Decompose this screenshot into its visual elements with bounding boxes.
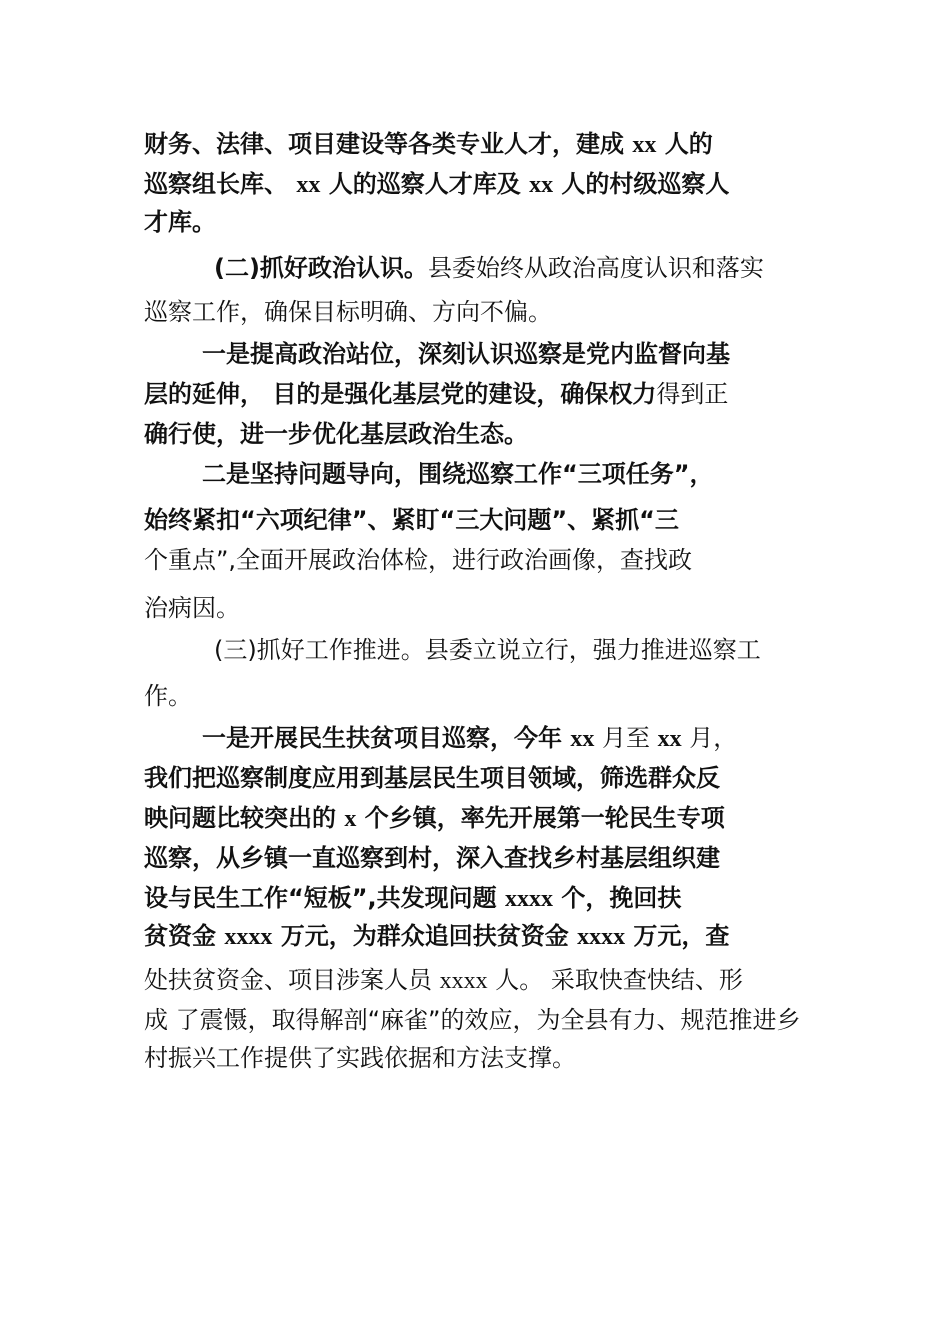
text-line: 巡察，从乡镇一直巡察到村，深入查找乡村基层组织建 <box>144 844 720 872</box>
text-line: 一是提高政治站位，深刻认识巡察是党内监督向基 <box>202 340 730 368</box>
text-line: 设与民生工作“短板”,共发现问题 xxxx 个，挽回扶 <box>144 884 682 912</box>
text-line: 才库。 <box>144 208 216 236</box>
text-line: 成 了震慑，取得解剖“麻雀”的效应，为全县有力、规范推进乡 <box>144 1006 801 1034</box>
text-line: 巡察组长库、 xx 人的巡察人才库及 xx 人的村级巡察人 <box>144 170 730 198</box>
text-line: 一是开展民生扶贫项目巡察，今年 xx 月至 xx 月， <box>202 724 738 752</box>
text-line: 确行使，进一步优化基层政治生态。 <box>144 420 528 448</box>
text-line: 二是坚持问题导向，围绕巡察工作“三项任务”， <box>202 460 714 488</box>
text-line: 财务、法律、项目建设等各类专业人才，建成 xx 人的 <box>144 130 713 158</box>
text-line: 层的延伸， 目的是强化基层党的建设，确保权力得到正 <box>144 380 729 408</box>
section-heading-line: (二)抓好政治认识。县委始终从政治高度认识和落实 <box>214 254 764 282</box>
text-line: 贫资金 xxxx 万元，为群众追回扶贫资金 xxxx 万元，查 <box>144 922 730 950</box>
text-line: 村振兴工作提供了实践依据和方法支撑。 <box>144 1044 576 1072</box>
section-heading-line: (三)抓好工作推进。县委立说立行，强力推进巡察工 <box>214 636 761 664</box>
text-line: 映问题比较突出的 x 个乡镇，率先开展第一轮民生专项 <box>144 804 725 832</box>
text-line: 始终紧扣“六项纪律”、紧盯“三大问题”、紧抓“三 <box>144 506 679 534</box>
text-line: 作。 <box>144 682 192 710</box>
text-line: 个重点”,全面开展政治体检，进行政治画像，查找政 <box>144 546 693 574</box>
text-line: 处扶贫资金、项目涉案人员 xxxx 人。 采取快查快结、形 <box>144 966 743 994</box>
text-line: 我们把巡察制度应用到基层民生项目领域，筛选群众反 <box>144 764 720 792</box>
text-line: 治病因。 <box>144 594 240 622</box>
text-line: 巡察工作，确保目标明确、方向不偏。 <box>144 298 552 326</box>
section-heading: (二)抓好政治认识。 <box>214 254 428 282</box>
